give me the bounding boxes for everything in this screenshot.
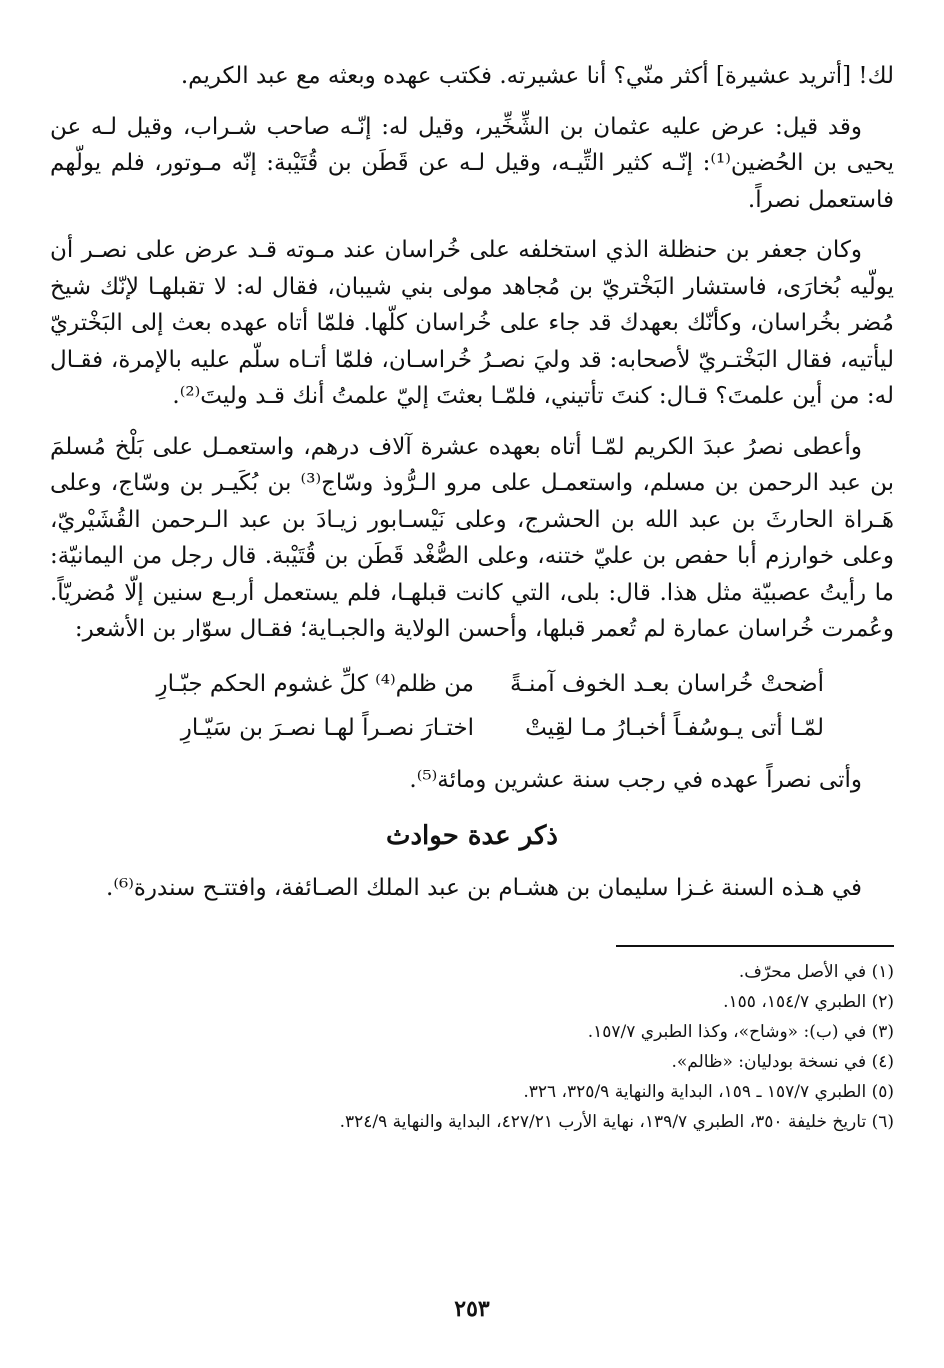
paragraph: وأتى نصراً عهده في رجب سنة عشرين ومائة⁽⁵⁾.: [409, 766, 862, 793]
verse-first-hemistich: أضحتْ خُراسان بعـد الخوف آمنـةً: [509, 670, 824, 697]
page-body: [50, 58, 894, 1137]
verse-second-hemistich: اختـارَ نصـراً لهـا نصـرَ بن سَيّـارِ: [180, 714, 474, 741]
page-number: ٢٥٣: [454, 1296, 490, 1322]
footnote: (٥) الطبري ١٥٧/٧ ـ ١٥٩، البداية والنهاية ٣٢٥/٩، ٣٢٦.: [523, 1081, 894, 1102]
footnote: (٣) في (ب): «وشاح»، وكذا الطبري ١٥٧/٧.: [587, 1021, 894, 1042]
verse-second-hemistich: من ظلم⁽⁴⁾ كلِّ غشوم الحكم جبّـارِ: [156, 670, 474, 697]
paragraph: في هـذه السنة غـزا سليمان بن هشـام بن عبد الملك الصـائفة، وافتتـح سندرة⁽⁶⁾.: [106, 875, 862, 901]
section-heading: ذكر عدة حوادث: [386, 821, 558, 851]
footnote: (٤) في نسخة بودليان: «ظالم».: [671, 1051, 894, 1072]
footnote: (٦) تاريخ خليفة ٣٥٠، الطبري ١٣٩/٧، نهاية الأرب ٤٢٧/٢١، البداية والنهاية ٣٢٤/٩.: [339, 1111, 894, 1132]
footnotes: [50, 957, 894, 1137]
verse-line: [50, 662, 894, 706]
paragraph: وقد قيل: عرض عليه عثمان بن الشِّخِّير، وقيل له: إنّـه صاحب شـراب، وقيل لـه عن يحيى بن الحُضين⁽¹⁾: إنّـه كثير التِّيـه، وقيل لـه عن قَطَن بن قُتَيْبة: إنّه مـوتور، فلم يولّهم فاستعمل نصراً.: [50, 113, 894, 213]
footnote: (٢) الطبري ١٥٤/٧، ١٥٥.: [723, 991, 894, 1012]
footnote: (١) في الأصل محرّف.: [738, 961, 894, 982]
verse-line: [50, 706, 894, 750]
paragraph-continuation: لك! [أتريد عشيرة] أكثر منّي؟ أنا عشيرته. فكتب عهده وبعثه مع عبد الكريم.: [180, 63, 894, 89]
verse-first-hemistich: لمّـا أتى يـوسُفـاً أخبـارُ مـا لقِيتْ: [525, 714, 824, 741]
footnote-divider: [616, 945, 894, 947]
paragraph: وأعطى نصرُ عبدَ الكريم لمّـا أتاه بعهده عشرة آلاف درهم، واستعمـل على بَلْخ مُسلمَ بن عبد الرحمن بن مسلم، واستعمـل على مرو الـرُّوذ وسّاج⁽³⁾ بن بُكَيـر بن وسّاج، وعلى هَـراة الحارثَ بن عبد الله بن الحشرج، وعلى نَيْسـابور زيـادَ بن عبد الـرحمن القُشَيْريّ، وعلى خوارزم أبا حفص بن عليّ ختنه، وعلى الصُّغْد قَطَن بن قُتَيْبة. قال رجل من اليمانيّة: ما رأيتُ عصبيّة مثل هذا. قال: بلى، التي كانت قبلهـا، فلم يستعمل أربـع سنين إلّا مُضريّاً. وعُمرت خُراسان عمارة لم تُعمر قبلها، وأحسن الولاية والجبـاية؛ فقـال سوّار بن الأشعر:: [50, 433, 894, 642]
poem: [50, 662, 894, 750]
paragraph: وكان جعفر بن حنظلة الذي استخلفه على خُراسان عند مـوته قـد عرض على نصـر أن يولّيه بُخارَى، فاستشار البَخْتريّ بن مُجاهد مولى بني شيبان، فقال له: لا تقبلهـا لإنّك شيخ مُضر بخُراسان، وكأنّك بعهدك قد جاء على خُراسان كلّها. فلمّا أتاه عهده بعث إلى البَخْتريّ ليأتيه، فقال البَخْتـريّ لأصحابه: قد وليَ نصـرُ خُراسـان، فلمّا أتـاه سلّم عليه بالإمرة، فقـال له: من أين علمتَ؟ قـال: كنتَ تأتيني، فلمّـا بعثتَ إليّ علمتُ أنك قـد وليتَ⁽²⁾.: [50, 237, 894, 409]
